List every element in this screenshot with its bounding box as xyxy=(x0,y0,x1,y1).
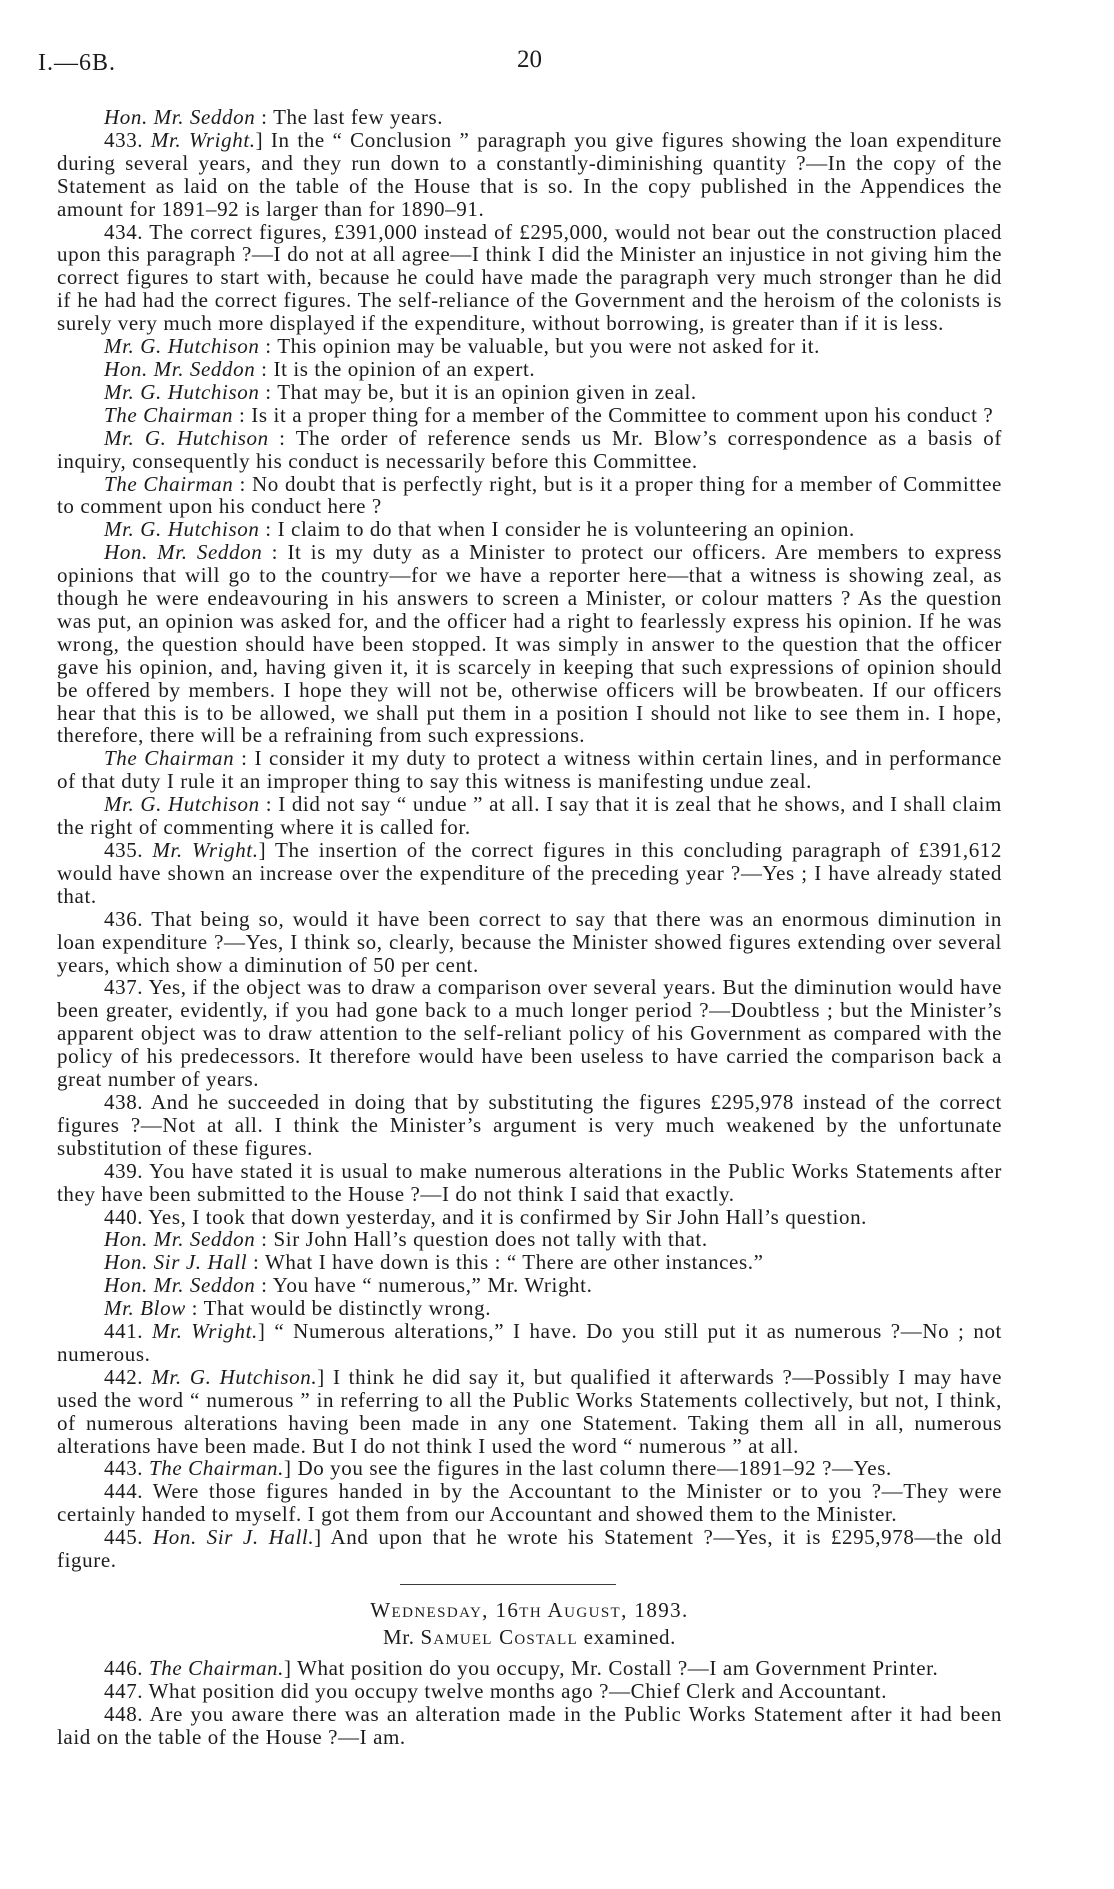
speaker-name: Mr. G. Hutchison xyxy=(104,334,260,359)
transcript-entry xyxy=(57,1206,1002,1229)
witness-prefix: Mr. xyxy=(383,1625,415,1649)
question-number: 435. xyxy=(104,838,144,862)
question-number: 436. xyxy=(104,906,144,931)
speaker-name: Mr. G. Hutchison. xyxy=(151,1364,318,1389)
entry-text: In the “ Conclusion ” paragraph you give figures showing the loan expenditure during several years, and they run down to a constantly-diminishing quantity ?—In the copy of the Statement as laid on the table of the House that is so. In the copy published in the Appendices the amount for 1891–92 is larger than for 1890–91. xyxy=(57,127,1002,221)
entry-text: Sir John Hall’s question does not tally with that. xyxy=(273,1227,708,1252)
entry-text: Do you see the figures in the last column there—1891–92 ?—Yes. xyxy=(297,1456,892,1481)
entry-text: “ Numerous alterations,” I have. Do you still put it as numerous ?—No ; not numerous. xyxy=(57,1319,1002,1366)
question-number: 433. xyxy=(104,127,144,152)
speaker-name: The Chairman xyxy=(104,402,234,427)
transcript-entry xyxy=(57,335,1002,358)
question-number: 446. xyxy=(104,1656,144,1680)
entry-text: You have stated it is usual to make numerous alterations in the Public Works Statements after they have been submitted to the House ?—I do not think I said that exactly. xyxy=(57,1158,1002,1206)
transcript-entry xyxy=(57,1657,1002,1680)
speaker-separator: : xyxy=(233,402,246,427)
speaker-separator: ] xyxy=(255,127,264,152)
speaker-separator: : xyxy=(234,746,248,771)
entry-text: I did not say “ undue ” at all. I say that it is zeal that he shows, and I shall claim the right of commenting where it is called for. xyxy=(57,792,1002,840)
speaker-name: Mr. Wright. xyxy=(150,127,256,152)
entry-text: You have “ numerous,” Mr. Wright. xyxy=(272,1273,593,1298)
entry-text: And upon that he wrote his Statement ?—Yes, it is £295,978—the old figure. xyxy=(57,1525,1003,1573)
speaker-name: The Chairman. xyxy=(149,1656,284,1680)
transcript-entry xyxy=(57,1457,1002,1480)
transcript-entry xyxy=(57,976,1002,1091)
speaker-separator: ] xyxy=(257,1319,266,1344)
question-number: 443. xyxy=(104,1456,144,1481)
speaker-separator: ] xyxy=(258,838,267,862)
speaker-separator: : xyxy=(255,1227,268,1252)
witness-heading xyxy=(57,1624,1002,1651)
transcript-entry xyxy=(57,1480,1002,1526)
speaker-name: Hon. Mr. Seddon xyxy=(104,105,256,129)
entry-text: The order of reference sends us Mr. Blow’s correspondence as a basis of inquiry, consequently his conduct is necessarily before this Committee. xyxy=(57,425,1002,473)
entry-text: And he succeeded in doing that by substituting the figures £295,978 instead of the correct figures ?—Not at all. I think the Minister’s argument is very much weakened by the unfortunate substitution of these figures. xyxy=(57,1089,1002,1160)
evidence-entries xyxy=(57,106,1002,1572)
entry-text: I claim to do that when I consider he is volunteering an opinion. xyxy=(277,517,855,542)
speaker-separator: : xyxy=(185,1296,199,1321)
transcript-entry xyxy=(57,358,1002,381)
speaker-name: Mr. G. Hutchison xyxy=(104,517,260,542)
transcript-entry xyxy=(57,1274,1002,1297)
transcript-entry xyxy=(57,1228,1002,1251)
speaker-separator: : xyxy=(255,1273,268,1298)
speaker-name: The Chairman xyxy=(104,746,235,771)
question-number: 444. xyxy=(104,1479,144,1504)
speaker-name: Hon. Sir J. Hall xyxy=(104,1250,248,1275)
entry-text: That being so, would it have been correct to say that there was an enormous diminution in loan expenditure ?—Yes, I think so, clearly, because the Minister showed figures extending over several years, which show a diminution of 50 per cent. xyxy=(57,906,1002,977)
section-rule xyxy=(400,1584,616,1585)
transcript-entry xyxy=(57,1160,1002,1206)
transcript-entry xyxy=(57,1366,1002,1458)
transcript-entry xyxy=(57,747,1002,793)
speaker-separator: : xyxy=(255,105,268,129)
entry-text: What position do you occupy, Mr. Costall ?—I am Government Printer. xyxy=(297,1656,939,1680)
entry-text: It is the opinion of an expert. xyxy=(273,356,536,381)
evidence-entries-continued xyxy=(57,1657,1002,1749)
speaker-separator: : xyxy=(259,334,272,359)
entry-text: That would be distinctly wrong. xyxy=(203,1296,492,1321)
speaker-name: Hon. Mr. Seddon xyxy=(104,1227,256,1252)
speaker-separator: : xyxy=(262,540,279,565)
page-number: 20 xyxy=(517,46,542,73)
question-number: 448. xyxy=(104,1701,144,1726)
transcript-entry xyxy=(57,427,1002,473)
speaker-name: Hon. Sir J. Hall. xyxy=(153,1525,315,1550)
transcript-column xyxy=(57,106,1002,1749)
question-number: 439. xyxy=(104,1158,144,1183)
entry-text: No doubt that is perfectly right, but is it a proper thing for a member of Committee to comment upon his conduct here ? xyxy=(57,471,1002,519)
question-number: 442. xyxy=(104,1364,144,1389)
speaker-name: Mr. Blow xyxy=(104,1296,186,1321)
speaker-name: Hon. Mr. Seddon xyxy=(104,540,263,565)
transcript-entry xyxy=(57,106,1002,129)
speaker-separator: ] xyxy=(284,1456,292,1481)
transcript-entry xyxy=(57,1251,1002,1274)
entry-text: What position did you occupy twelve months ago ?—Chief Clerk and Accountant. xyxy=(148,1678,888,1703)
entry-text: Were those figures handed in by the Accountant to the Minister or to you ?—They were certainly handed to myself. I got them from our Accountant and showed them to the Minister. xyxy=(57,1479,1002,1527)
question-number: 445. xyxy=(104,1525,144,1550)
entry-text: Are you aware there was an alteration made in the Public Works Statement after it had been laid on the table of the House ?—I am. xyxy=(57,1701,1002,1749)
transcript-entry xyxy=(57,381,1002,404)
entry-text: This opinion may be valuable, but you were not asked for it. xyxy=(277,334,821,359)
transcript-entry xyxy=(57,839,1002,908)
entry-text: I consider it my duty to protect a witness within certain lines, and in performance of that duty I rule it an improper thing to say this witness is manifesting undue zeal. xyxy=(57,746,1002,794)
paper-series-code: I.—6B. xyxy=(38,50,116,76)
entry-text: The last few years. xyxy=(273,105,444,129)
transcript-entry xyxy=(57,1680,1002,1703)
transcript-entry xyxy=(57,793,1002,839)
speaker-name: The Chairman xyxy=(104,471,234,496)
speaker-separator: ] xyxy=(317,1364,325,1389)
entry-text: What I have down is this : “ There are other instances.” xyxy=(264,1250,764,1275)
transcript-entry xyxy=(57,518,1002,541)
speaker-name: Mr. G. Hutchison xyxy=(104,379,260,404)
transcript-entry xyxy=(57,1703,1002,1749)
transcript-entry xyxy=(57,1091,1002,1160)
entry-text: Yes, if the object was to draw a comparison over several years. But the diminution would have been greater, evidently, if you had gone back to a much longer period ?—Doubtless ; but the Minister’s apparent object was to draw attention to the self-reliant policy of his Government as compared with the policy of his predecessors. It therefore would have been useless to have carried the comparison back a great number of years. xyxy=(57,975,1002,1092)
question-number: 447. xyxy=(104,1678,144,1703)
entry-text: The insertion of the correct figures in this concluding paragraph of £391,612 would have shown an increase over the expenditure of the preceding year ?—Yes ; I have already stated that. xyxy=(57,838,1002,908)
entry-text: Is it a proper thing for a member of the Committee to comment upon his conduct ? xyxy=(251,402,994,427)
transcript-entry xyxy=(57,221,1002,336)
transcript-entry xyxy=(57,908,1002,977)
question-number: 437. xyxy=(104,975,144,1000)
entry-text: It is my duty as a Minister to protect our officers. Are members to express opinions that will go to the country—for we have a reporter here—that a witness is showing zeal, as though he were endeavouring in his answers to screen a Minister, or colour matters ? As the question was put, an opinion was asked for, and the officer had a right to fearlessly express his opinion. If he was wrong, the question should have been stopped. It was simply in answer to the question that the officer gave his opinion, and, having given it, it is scarcely in keeping that such expressions of opinion should be offered by members. I hope they will not be, otherwise officers will be browbeaten. If our officers hear that this is to be allowed, we shall put them in a position I should not like to see them in. I hope, therefore, there will be a refraining from such expressions. xyxy=(57,540,1002,748)
speaker-name: Mr. G. Hutchison xyxy=(104,792,260,817)
speaker-separator: ] xyxy=(314,1525,322,1550)
transcript-entry xyxy=(57,473,1002,519)
speaker-separator: : xyxy=(247,1250,260,1275)
transcript-entry xyxy=(57,404,1002,427)
transcript-entry xyxy=(57,541,1002,747)
entry-text: Yes, I took that down yesterday, and it is confirmed by Sir John Hall’s question. xyxy=(148,1204,868,1229)
entry-text: That may be, but it is an opinion given in zeal. xyxy=(277,379,697,404)
entry-text: I think he did say it, but qualified it afterwards ?—Possibly I may have used the word “ numerous ” in referring to all the Public Works Statements collectively, but not, I think, of numerous alterations having been made in any one Statement. Taking them all in all, numerous alterations have been made. But I do not think I used the word “ numerous ” at all. xyxy=(57,1364,1002,1458)
entry-text: The correct figures, £391,000 instead of £295,000, would not bear out the construction placed upon this paragraph ?—I do not at all agree—I think I did the Minister an injustice in not giving him the correct figures to start with, because he could have made the paragraph very much stronger than he did if he had had the correct figures. The self-reliance of the Government and the heroism of the colonists is surely very much more displayed if the expenditure, without borrowing, is greater than if it is less. xyxy=(57,219,1002,336)
speaker-name: Hon. Mr. Seddon xyxy=(104,1273,256,1298)
speaker-separator: : xyxy=(259,792,273,817)
question-number: 438. xyxy=(104,1089,144,1114)
witness-name: Samuel Costall xyxy=(420,1625,578,1649)
speaker-name: Mr. G. Hutchison xyxy=(104,425,269,450)
transcript-entry xyxy=(57,1526,1002,1572)
speaker-name: Mr. Wright. xyxy=(152,838,259,862)
speaker-separator: : xyxy=(259,517,272,542)
question-number: 441. xyxy=(104,1319,144,1344)
transcript-entry xyxy=(57,129,1002,221)
speaker-separator: : xyxy=(268,425,286,450)
speaker-separator: ] xyxy=(284,1656,292,1680)
question-number: 440. xyxy=(104,1204,144,1229)
transcript-entry xyxy=(57,1297,1002,1320)
speaker-name: The Chairman. xyxy=(149,1456,284,1481)
speaker-separator: : xyxy=(233,471,246,496)
transcript-entry xyxy=(57,1320,1002,1366)
question-number: 434. xyxy=(104,219,144,244)
speaker-name: Hon. Mr. Seddon xyxy=(104,356,256,381)
speaker-separator: : xyxy=(259,379,272,404)
witness-status: examined. xyxy=(583,1625,676,1649)
speaker-separator: : xyxy=(255,356,268,381)
sitting-date: Wednesday, 16th August, 1893. xyxy=(370,1598,689,1622)
speaker-name: Mr. Wright. xyxy=(152,1319,258,1344)
